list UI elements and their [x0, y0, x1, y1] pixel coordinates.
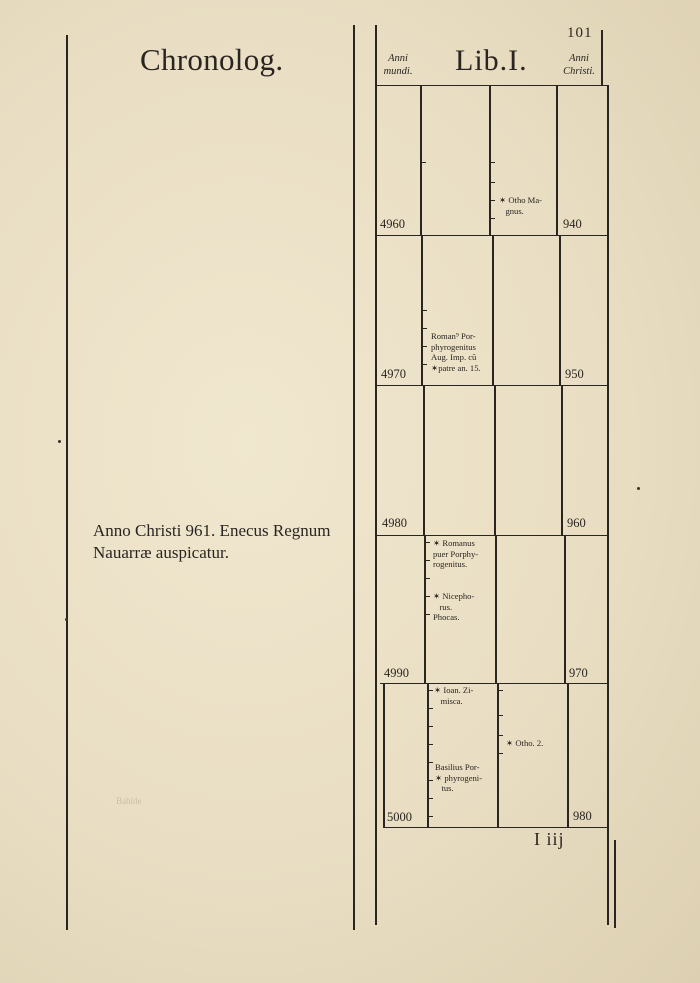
faint-stamp: Babide — [116, 796, 142, 806]
left-margin-rule — [66, 35, 68, 930]
gutter-rule — [353, 25, 355, 930]
table-left-rule — [375, 25, 377, 925]
page-number: 101 — [567, 25, 593, 41]
anno-mundi-4970: 4970 — [381, 367, 406, 381]
entry-otho-2: ✶ Otho. 2. — [506, 738, 544, 748]
entry-ioan-zimisca: ✶ Ioan. Zi- misca. — [434, 685, 474, 706]
anno-mundi-5000: 5000 — [387, 810, 412, 824]
running-title-center: Lib.I. — [455, 44, 528, 77]
anno-mundi-4960: 4960 — [380, 217, 405, 231]
entry-basilius: Basilius Por- ✶ phyrogeni- tus. — [435, 762, 483, 794]
entry-romanus-porphyrogenitus: Roman⁹ Por- phyrogenitus Aug. Imp. cũ ✶patre an. 15. — [431, 331, 481, 373]
paper-speck — [65, 618, 68, 621]
margin-note-line-1: Anno Christi 961. Enecus Regnum — [93, 521, 331, 540]
margin-note — [93, 520, 331, 564]
header-underline — [375, 85, 607, 86]
anno-mundi-4990: 4990 — [384, 666, 409, 680]
col-head-anni-christi: Anni Christi. — [563, 53, 595, 77]
anno-christi-950: 950 — [565, 367, 584, 381]
paper-speck — [637, 487, 640, 490]
table-right-rule-lower — [607, 85, 609, 925]
margin-note-line-2: Nauarræ auspicatur. — [93, 543, 229, 562]
col-head-anni-mundi: Anni mundi. — [383, 53, 413, 77]
anno-mundi-4980: 4980 — [382, 516, 407, 530]
entry-nicephorus-phocas: ✶ Nicepho- rus. Phocas. — [433, 591, 475, 623]
anno-christi-940: 940 — [563, 217, 582, 231]
anno-christi-970: 970 — [569, 666, 588, 680]
anno-christi-980: 980 — [573, 809, 592, 823]
far-right-rule — [614, 840, 616, 928]
entry-otho-magnus: ✶ Otho Ma- gnus. — [499, 195, 543, 216]
table-right-rule — [601, 30, 603, 85]
signature-mark: I iij — [534, 829, 565, 849]
anno-christi-960: 960 — [567, 516, 586, 530]
entry-romanus-puer: ✶ Romanus puer Porphy- rogenitus. — [433, 538, 479, 570]
paper-speck — [58, 440, 61, 443]
running-title-left: Chronolog. — [140, 42, 284, 77]
